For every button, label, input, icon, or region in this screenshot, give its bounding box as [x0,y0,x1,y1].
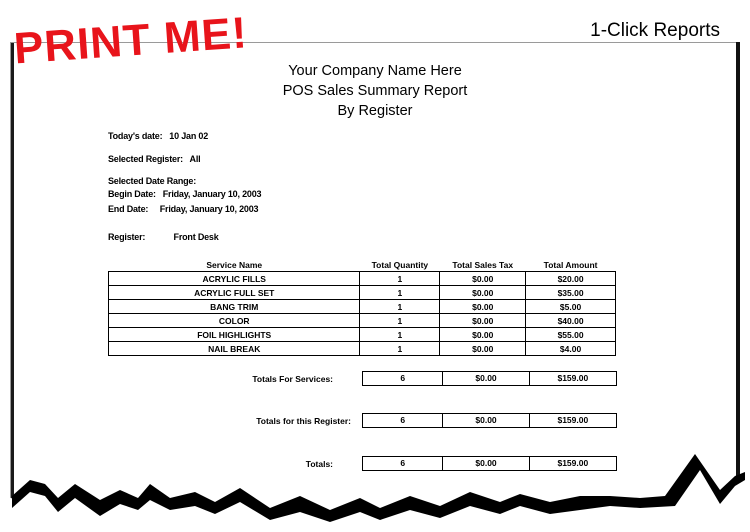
service-name: FOIL HIGHLIGHTS [109,328,360,342]
quantity: 1 [360,342,440,356]
totals-register-qty: 6 [363,414,443,427]
grand-totals-amount: $159.00 [557,458,589,468]
services-table [108,259,616,356]
torn-paper-edge [0,440,750,532]
totals-services-qty: 6 [363,372,443,385]
begin-date-value: Friday, January 10, 2003 [162,189,262,199]
todays-date-label: Today's date: [108,131,163,141]
col-total-amount: Total Amount [526,259,616,272]
col-service-name: Service Name [109,259,360,272]
amount: $5.00 [526,300,616,314]
todays-date-row [108,131,208,141]
todays-date-value: 10 Jan 02 [169,131,209,141]
begin-date-label: Begin Date: [108,189,156,199]
sales-tax: $0.00 [440,328,526,342]
col-total-sales-tax: Total Sales Tax [440,259,526,272]
selected-register-label: Selected Register: [108,154,183,164]
end-date-value: Friday, January 10, 2003 [159,204,259,214]
table-row [109,342,616,356]
begin-date-row [108,189,261,199]
sales-tax: $0.00 [440,314,526,328]
sales-tax: $0.00 [440,286,526,300]
register-value: Front Desk [173,232,219,242]
quantity: 1 [360,286,440,300]
quantity: 1 [360,328,440,342]
totals-register-box [362,413,617,428]
print-me-text: PRINT ME! [12,8,250,74]
company-name: Your Company Name Here [288,63,462,79]
sales-tax: $0.00 [440,272,526,286]
totals-register-amount: $159.00 [557,415,589,425]
amount: $20.00 [526,272,616,286]
selected-register-value: All [189,154,201,164]
table-row [109,328,616,342]
amount: $40.00 [526,314,616,328]
totals-register-label: Totals for this Register: [256,416,351,426]
register-label: Register: [108,232,146,242]
amount: $55.00 [526,328,616,342]
register-row [108,232,219,242]
totals-services-label: Totals For Services: [252,374,333,384]
tagline: 1-Click Reports [590,20,720,41]
table-row [109,300,616,314]
quantity: 1 [360,272,440,286]
totals-services-tax: $0.00 [443,372,529,385]
table-row [109,314,616,328]
col-total-quantity: Total Quantity [360,259,440,272]
table-row [109,286,616,300]
date-range-label: Selected Date Range: [108,176,197,186]
grand-totals-tax: $0.00 [443,457,529,470]
service-name: COLOR [109,314,360,328]
service-name: ACRYLIC FILLS [109,272,360,286]
end-date-label: End Date: [108,204,149,214]
amount: $35.00 [526,286,616,300]
amount: $4.00 [526,342,616,356]
grand-totals-label: Totals: [305,459,333,469]
grand-totals-qty: 6 [363,457,443,470]
sales-tax: $0.00 [440,342,526,356]
report-title: POS Sales Summary Report [282,83,468,99]
totals-services-box [362,371,617,386]
table-header-row [109,259,616,272]
quantity: 1 [360,300,440,314]
report-subtitle: By Register [337,103,413,119]
quantity: 1 [360,314,440,328]
service-name: ACRYLIC FULL SET [109,286,360,300]
service-name: NAIL BREAK [109,342,360,356]
selected-register-row [108,154,200,164]
totals-register-tax: $0.00 [443,414,529,427]
service-name: BANG TRIM [109,300,360,314]
table-row [109,272,616,286]
end-date-row [108,204,258,214]
totals-services-amount: $159.00 [557,373,589,383]
sales-tax: $0.00 [440,300,526,314]
